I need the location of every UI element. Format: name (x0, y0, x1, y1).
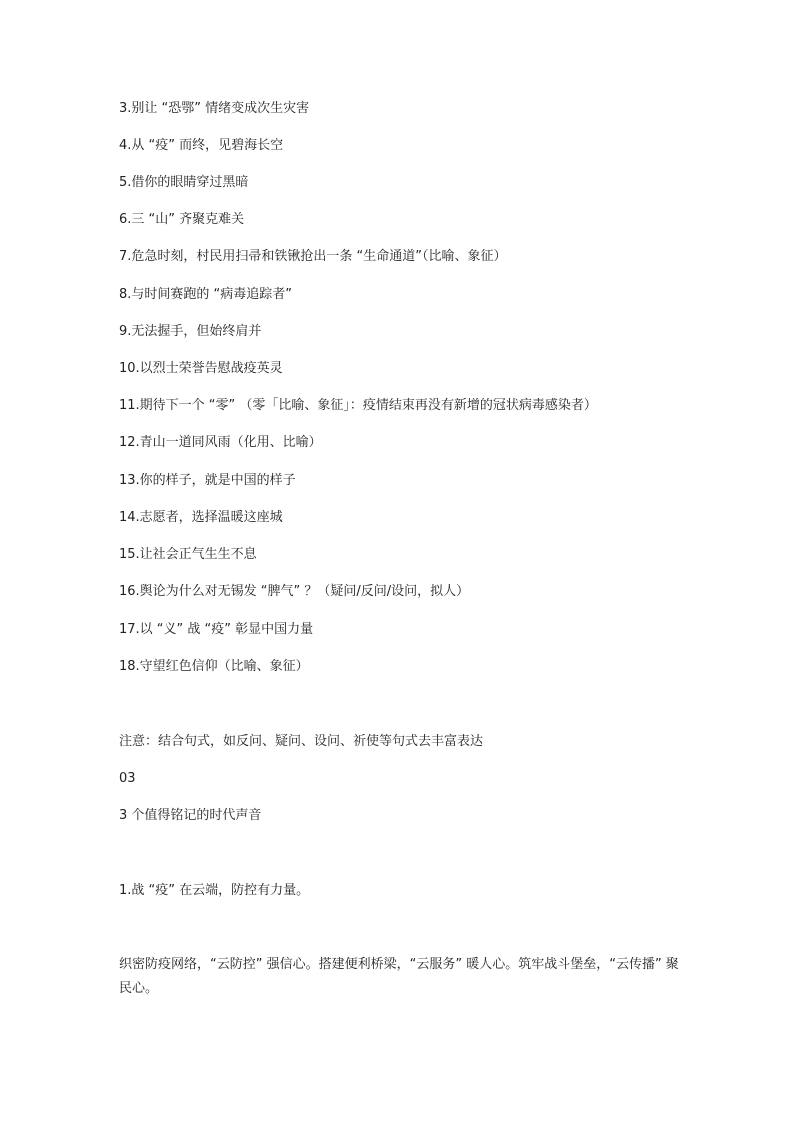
list-item: 15.让社会正气生生不息 (119, 547, 257, 562)
subheading: 1.战 “疫” 在云端，防控有力量。 (119, 883, 310, 898)
list-item: 8.与时间赛跑的 “病毒追踪者” (119, 287, 293, 302)
list-item: 9.无法握手，但始终肩并 (119, 324, 262, 339)
list-item: 12.青山一道同风雨（化用、比喻） (119, 435, 322, 450)
list-item: 4.从 “疫” 而终，见碧海长空 (119, 138, 284, 153)
body-paragraph: 织密防疫网络，“云防控” 强信心。搭建便利桥梁，“云服务” 暖人心。筑牢战斗堡垒，“云传播” 聚民心。 (119, 957, 679, 996)
list-item: 6.三 “山” 齐聚克难关 (119, 212, 245, 227)
list-item: 18.守望红色信仰（比喻、象征） (119, 659, 309, 674)
list-item: 7.危急时刻，村民用扫帚和铁锹抢出一条 “生命通道”（比喻、象征） (119, 249, 507, 264)
list-item: 5.借你的眼睛穿过黑暗 (119, 175, 249, 190)
list-item: 13.你的样子，就是中国的样子 (119, 473, 296, 488)
list-item: 11.期待下一个 “零” （零「比喻、象征」：疫情结束再没有新增的冠状病毒感染者） (119, 398, 597, 413)
section-number: 03 (119, 771, 136, 786)
list-item: 17.以 “义” 战 “疫” 彰显中国力量 (119, 622, 314, 637)
note: 注意：结合句式，如反问、疑问、设问、祈使等句式去丰富表达 (119, 734, 484, 749)
list-item: 14.志愿者，选择温暖这座城 (119, 510, 283, 525)
list-item: 10.以烈士荣誉告慰战疫英灵 (119, 361, 283, 376)
list-item: 16.舆论为什么对无锡发 “脾气” ？（疑问/反问/设问，拟人） (119, 584, 470, 599)
list-item: 3.别让 “恐鄂” 情绪变成次生灾害 (119, 101, 310, 116)
section-title: 3 个值得铭记的时代声音 (119, 808, 262, 823)
